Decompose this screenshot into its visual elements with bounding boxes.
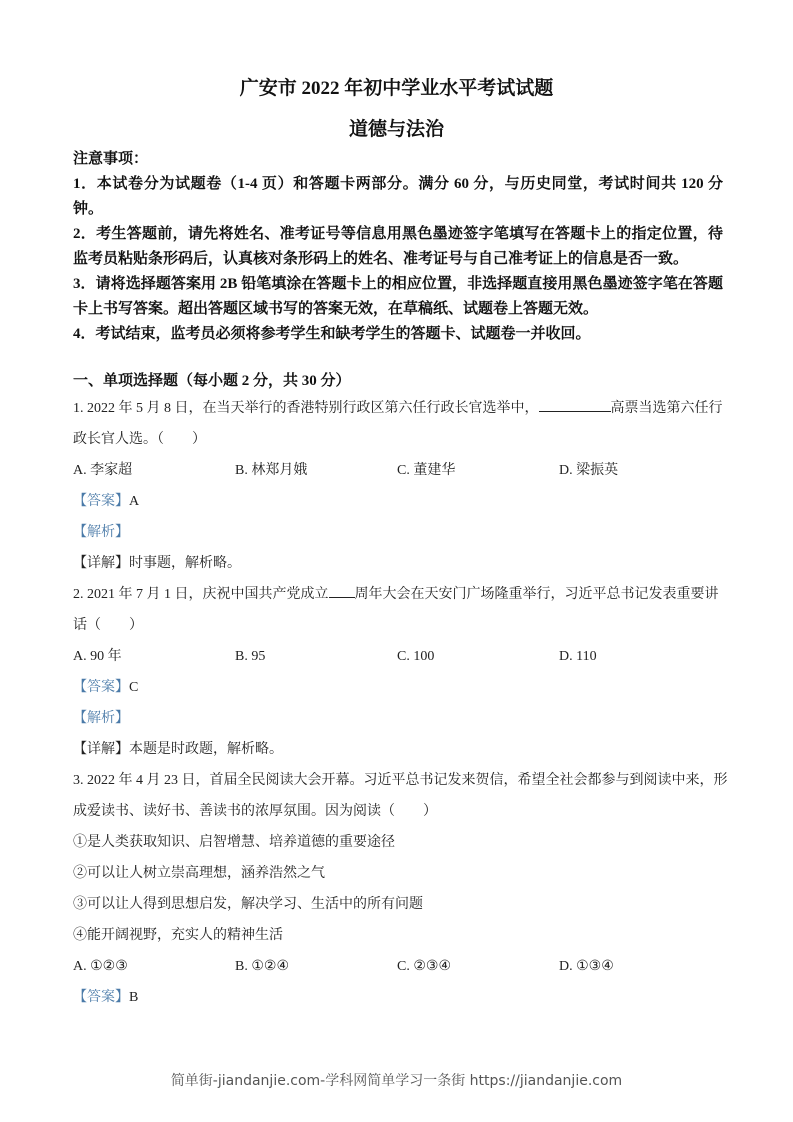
answer-line xyxy=(73,982,723,1013)
statement-4: ④能开阔视野，充实人的精神生活 xyxy=(73,928,283,943)
detail-line xyxy=(73,734,723,765)
option-c: C. ②③④ xyxy=(397,959,451,974)
question-stem-line2: 政长官人选。（ ） xyxy=(73,432,206,447)
answer-label: 【答案】 xyxy=(73,680,129,695)
statement-2: ②可以让人树立崇高理想，涵养浩然之气 xyxy=(73,866,325,881)
detail-text: 时事题，解析略。 xyxy=(129,556,241,571)
options-row xyxy=(73,951,723,982)
notes-heading: 注意事项： xyxy=(73,151,149,167)
note-item-4: 4．考试结束，监考员必须将参考学生和缺考学生的答题卡、试题卷一并收回。 xyxy=(73,326,591,342)
option-d: D. 110 xyxy=(559,649,597,664)
question-stem-line2: 话（ ） xyxy=(73,618,143,633)
page-subtitle: 道德与法治 xyxy=(348,119,444,140)
detail-label: 【详解】 xyxy=(73,556,129,571)
answer-line xyxy=(73,672,723,703)
detail-label: 【详解】 xyxy=(73,742,129,757)
notes-block xyxy=(73,147,723,347)
analysis-line xyxy=(73,703,723,734)
answer-blank xyxy=(539,395,611,412)
answer-blank xyxy=(329,581,355,598)
note-item-3: 3．请将选择题答案用 2B 铅笔填涂在答题卡上的相应位置，非选择题直接用黑色墨迹签字笔在答题卡上书写答案。超出答题区域书写的答案无效，在草稿纸、试题卷上答题无效。 xyxy=(73,276,723,317)
analysis-label: 【解析】 xyxy=(73,525,129,540)
stem-text: 周年大会在天安门广场隆重举行，习近平总书记发表重要讲 xyxy=(354,587,719,602)
answer-value: B xyxy=(129,990,139,1005)
stem-text: 高票当选第六任行 xyxy=(610,401,723,416)
detail-line xyxy=(73,548,723,579)
analysis-label: 【解析】 xyxy=(73,711,129,726)
section-heading: 一、单项选择题（每小题 2 分，共 30 分） xyxy=(73,373,351,389)
question-1 xyxy=(73,393,723,579)
option-a: A. 李家超 xyxy=(73,463,133,478)
option-b: B. 95 xyxy=(235,649,266,664)
detail-text: 本题是时政题，解析略。 xyxy=(129,742,283,757)
question-stem: 3. 2022 年 4 月 23 日，首届全民阅读大会开幕。习近平总书记发来贺信，希望全社会都参与到阅读中来，形 xyxy=(73,773,728,788)
question-stem xyxy=(73,579,723,610)
note-item-1: 1．本试卷分为试题卷（1-4 页）和答题卡两部分。满分 60 分，与历史同堂，考试时间共 120 分钟。 xyxy=(73,176,723,217)
option-c: C. 100 xyxy=(397,649,435,664)
stem-text: 1. 2022 年 5 月 8 日，在当天举行的香港特别行政区第六任行政长官选举中， xyxy=(73,401,539,416)
answer-label: 【答案】 xyxy=(73,990,129,1005)
option-a: A. 90 年 xyxy=(73,649,122,664)
statement-1: ①是人类获取知识、启智增慧、培养道德的重要途径 xyxy=(73,835,395,850)
question-stem-line2: 成爱读书、读好书、善读书的浓厚氛围。因为阅读（ ） xyxy=(73,804,437,819)
statement-3: ③可以让人得到思想启发，解决学习、生活中的所有问题 xyxy=(73,897,423,912)
options-row xyxy=(73,641,723,672)
options-row xyxy=(73,455,723,486)
option-d: D. 梁振英 xyxy=(559,463,619,478)
question-2 xyxy=(73,579,723,765)
note-item-2: 2．考生答题前，请先将姓名、准考证号等信息用黑色墨迹签字笔填写在答题卡上的指定位置，待监考员粘贴条形码后，认真核对条形码上的姓名、准考证号与自己准考证上的信息是否一致。 xyxy=(73,226,723,267)
answer-value: C xyxy=(129,680,139,695)
question-3 xyxy=(73,765,728,1013)
option-c: C. 董建华 xyxy=(397,463,456,478)
option-a: A. ①②③ xyxy=(73,959,128,974)
answer-label: 【答案】 xyxy=(73,494,129,509)
option-b: B. 林郑月娥 xyxy=(235,463,308,478)
option-b: B. ①②④ xyxy=(235,959,289,974)
analysis-line xyxy=(73,517,723,548)
stem-text: 2. 2021 年 7 月 1 日，庆祝中国共产党成立 xyxy=(73,587,329,602)
answer-line xyxy=(73,486,723,517)
question-stem xyxy=(73,393,723,424)
page-title: 广安市 2022 年初中学业水平考试试题 xyxy=(239,78,554,99)
footer-watermark: 简单街-jiandanjie.com-学科网简单学习一条街 https://jiandanjie.com xyxy=(170,1073,623,1089)
answer-value: A xyxy=(129,494,140,509)
option-d: D. ①③④ xyxy=(559,959,614,974)
